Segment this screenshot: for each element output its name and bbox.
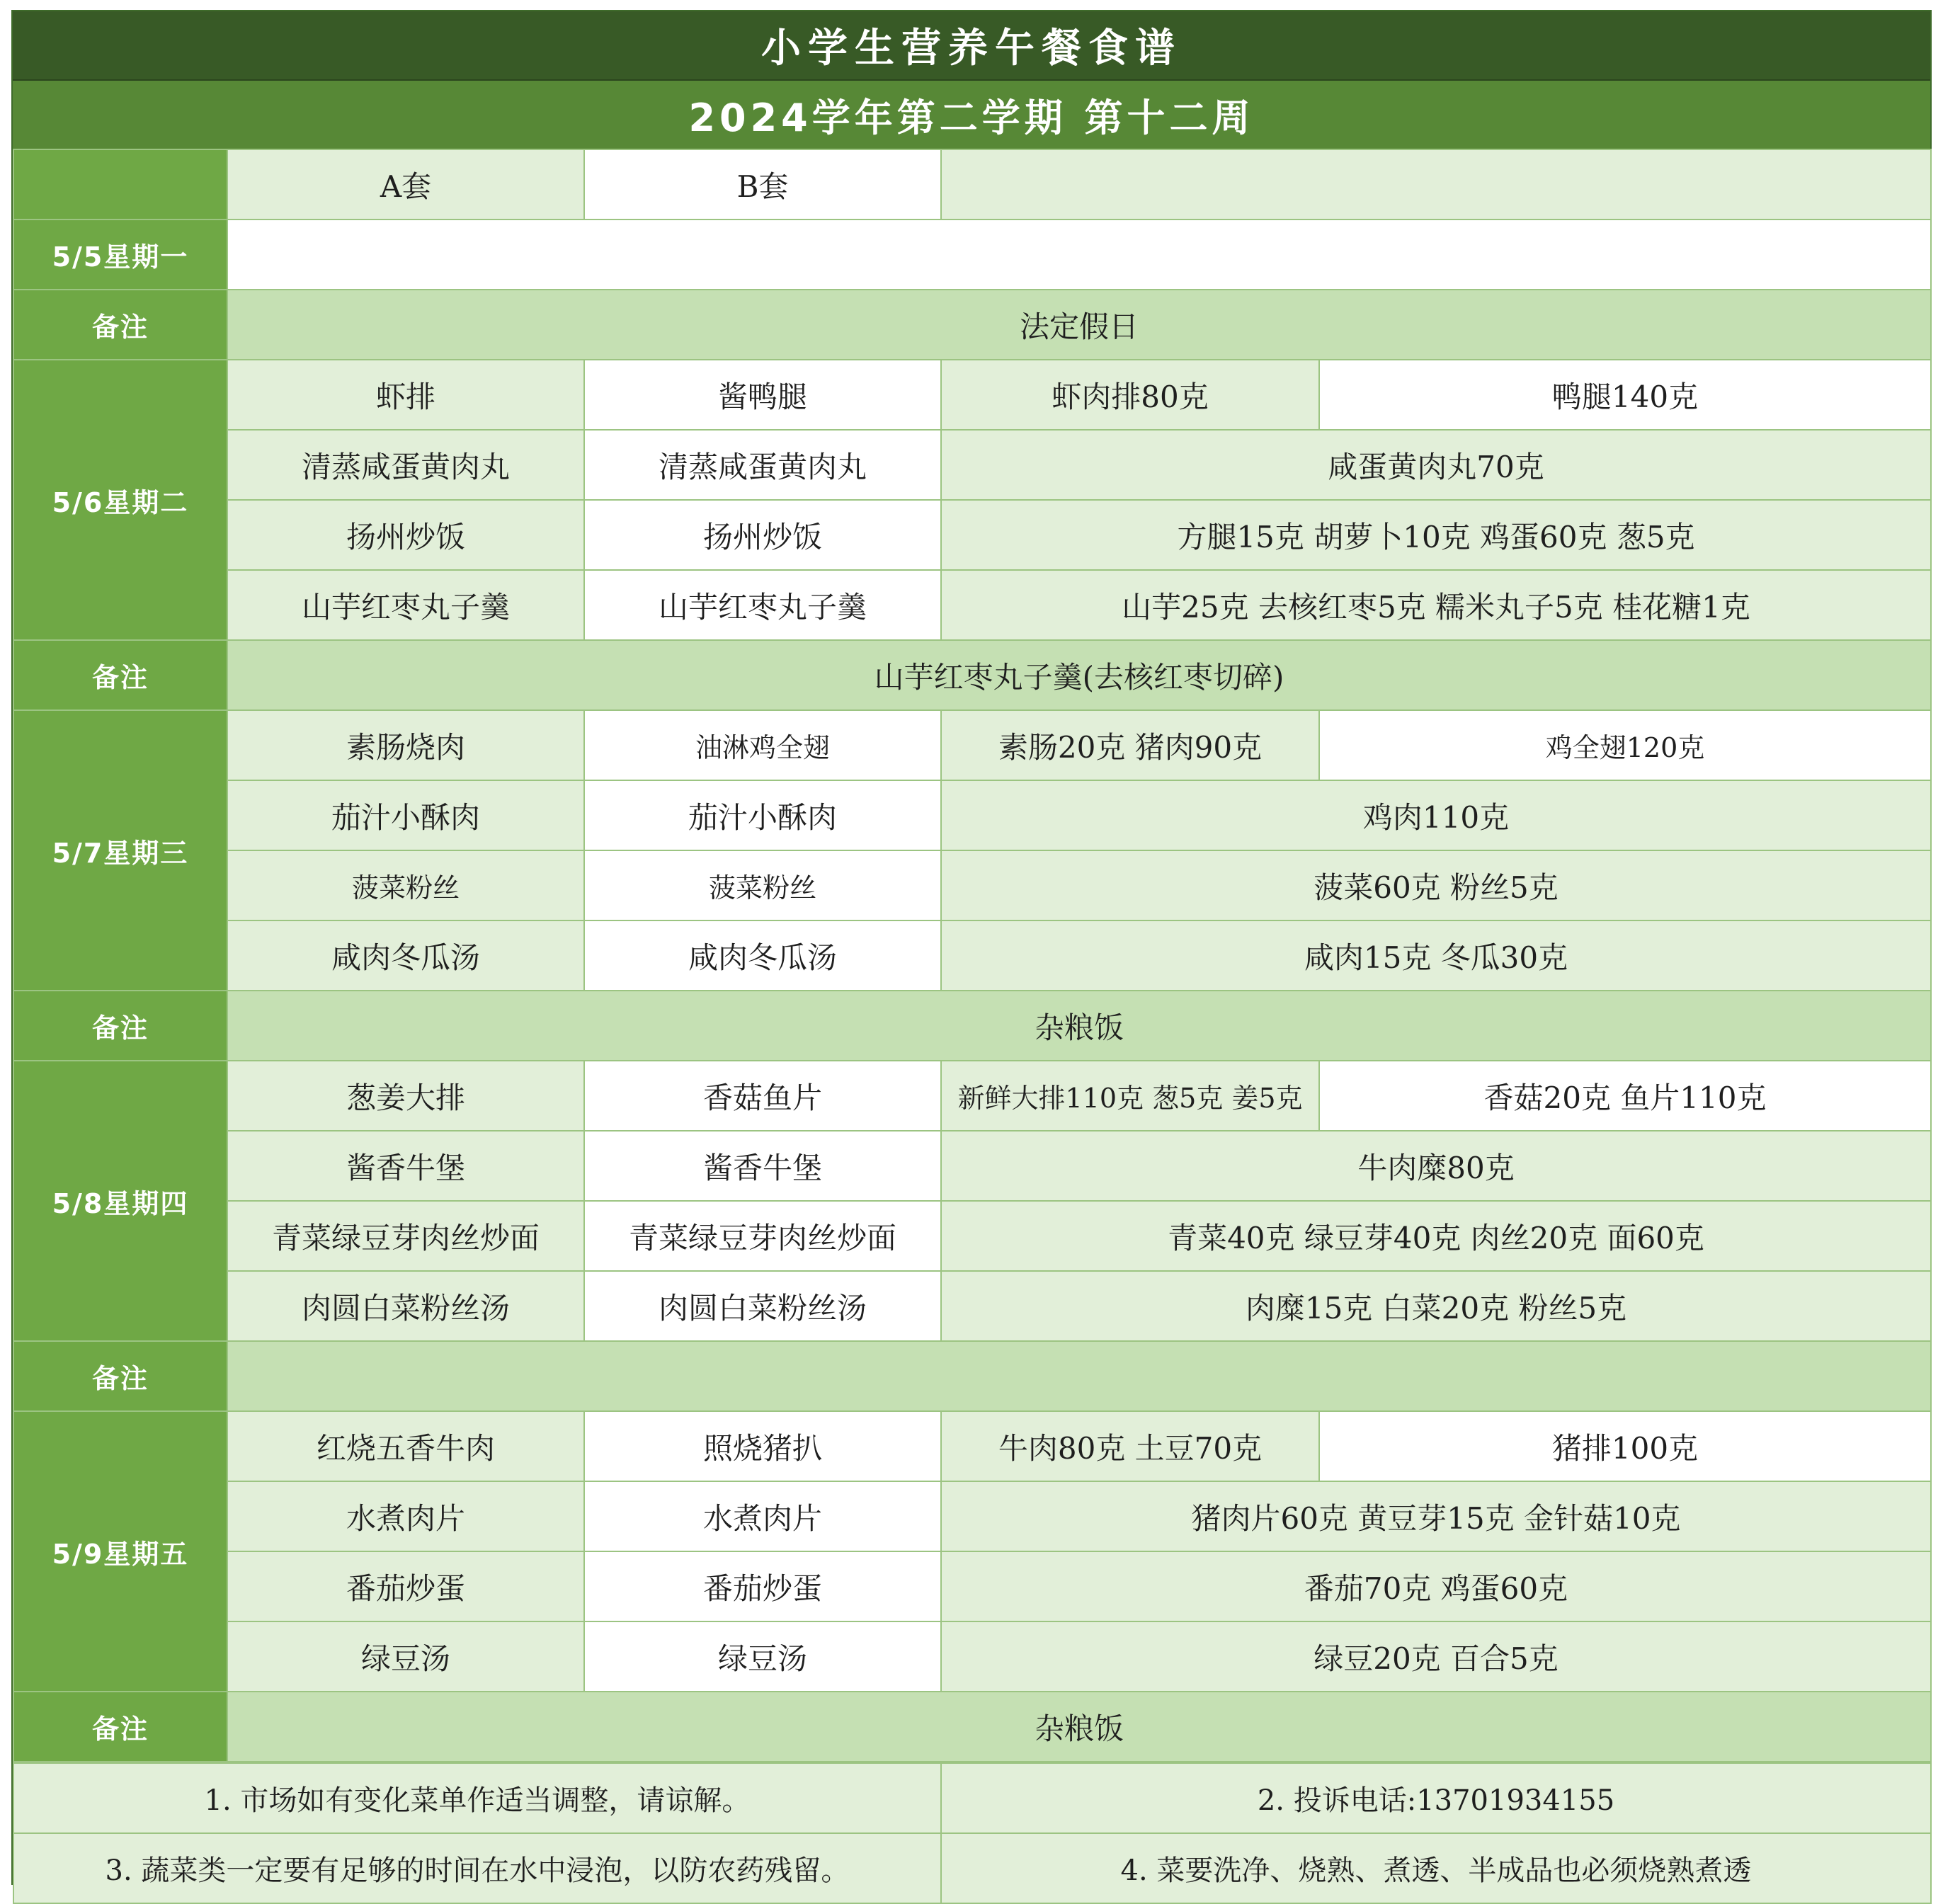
dish-a: 素肠烧肉: [227, 710, 584, 780]
ingredients: 方腿15克 胡萝卜10克 鸡蛋60克 葱5克: [941, 500, 1931, 570]
dish-a: 菠菜粉丝: [227, 850, 584, 920]
dish-b: 水煮肉片: [584, 1481, 941, 1551]
table-row: [13, 710, 1931, 780]
header-set-b: B套: [584, 149, 941, 220]
table-row: [13, 1131, 1931, 1201]
dish-b: 清蒸咸蛋黄肉丸: [584, 430, 941, 500]
dish-a: 肉圆白菜粉丝汤: [227, 1271, 584, 1341]
table-row: [13, 1551, 1931, 1621]
dish-b: 绿豆汤: [584, 1621, 941, 1692]
dish-b: 茄汁小酥肉: [584, 780, 941, 850]
ingredients: 绿豆20克 百合5克: [941, 1621, 1931, 1692]
day-label: 5/6星期二: [13, 360, 227, 640]
ingredients-b: 鸡全翅120克: [1319, 710, 1931, 780]
dish-a: 虾排: [227, 360, 584, 430]
note-text: 法定假日: [227, 290, 1931, 360]
ingredients: 青菜40克 绿豆芽40克 肉丝20克 面60克: [941, 1201, 1931, 1271]
ingredients: 咸蛋黄肉丸70克: [941, 430, 1931, 500]
dish-b: 番茄炒蛋: [584, 1551, 941, 1621]
table-row: [13, 1271, 1931, 1341]
dish-b: 山芋红枣丸子羹: [584, 570, 941, 640]
ingredients: 猪肉片60克 黄豆芽15克 金针菇10克: [941, 1481, 1931, 1551]
ingredients: 番茄70克 鸡蛋60克: [941, 1551, 1931, 1621]
table-row: [13, 780, 1931, 850]
ingredients-a: 虾肉排80克: [941, 360, 1319, 430]
ingredients: 菠菜60克 粉丝5克: [941, 850, 1931, 920]
day-label: 5/9星期五: [13, 1411, 227, 1692]
ingredients-b: 鸭腿140克: [1319, 360, 1931, 430]
dish-b: 油淋鸡全翅: [584, 710, 941, 780]
dish-b: 香菇鱼片: [584, 1061, 941, 1131]
table-row: [13, 570, 1931, 640]
dish-a: 青菜绿豆芽肉丝炒面: [227, 1201, 584, 1271]
footer-note-4: 4. 菜要洗净、烧熟、煮透、半成品也必须烧熟煮透: [941, 1833, 1931, 1903]
note-row: [13, 640, 1931, 710]
header-set-a: A套: [227, 149, 584, 220]
ingredients: 咸肉15克 冬瓜30克: [941, 920, 1931, 991]
dish-b: 酱香牛堡: [584, 1131, 941, 1201]
day-label: 5/5星期一: [13, 220, 227, 290]
ingredients-b: 猪排100克: [1319, 1411, 1931, 1481]
dish-b: 肉圆白菜粉丝汤: [584, 1271, 941, 1341]
dish-b: 菠菜粉丝: [584, 850, 941, 920]
dish-a: 水煮肉片: [227, 1481, 584, 1551]
dish-b: 扬州炒饭: [584, 500, 941, 570]
table-row: [13, 220, 1931, 290]
note-text: 杂粮饭: [227, 991, 1931, 1061]
footer-note-2: 2. 投诉电话:13701934155: [941, 1763, 1931, 1833]
footer-note-1: 1. 市场如有变化菜单作适当调整，请谅解。: [13, 1763, 941, 1833]
day-content-empty: [227, 220, 1931, 290]
table-row: [13, 1201, 1931, 1271]
dish-b: 青菜绿豆芽肉丝炒面: [584, 1201, 941, 1271]
dish-a: 扬州炒饭: [227, 500, 584, 570]
ingredients-a: 素肠20克 猪肉90克: [941, 710, 1319, 780]
dish-a: 番茄炒蛋: [227, 1551, 584, 1621]
footer-row: [13, 1763, 1931, 1833]
table-row: [13, 430, 1931, 500]
table-row: [13, 850, 1931, 920]
page-title: 小学生营养午餐食谱: [13, 11, 1930, 81]
table-row: [13, 500, 1931, 570]
dish-a: 葱姜大排: [227, 1061, 584, 1131]
dish-a: 咸肉冬瓜汤: [227, 920, 584, 991]
ingredients: 肉糜15克 白菜20克 粉丝5克: [941, 1271, 1931, 1341]
dish-a: 山芋红枣丸子羹: [227, 570, 584, 640]
header-row: [13, 149, 1931, 220]
footer-notes: [13, 1762, 1932, 1904]
ingredients-a: 牛肉80克 土豆70克: [941, 1411, 1319, 1481]
ingredients: 牛肉糜80克: [941, 1131, 1931, 1201]
page-subtitle: 2024学年第二学期 第十二周: [13, 81, 1930, 149]
table-row: [13, 1481, 1931, 1551]
header-ingredients: [941, 149, 1931, 220]
ingredients: 山芋25克 去核红枣5克 糯米丸子5克 桂花糖1克: [941, 570, 1931, 640]
table-row: [13, 1621, 1931, 1692]
note-row: [13, 1341, 1931, 1411]
note-text: 杂粮饭: [227, 1692, 1931, 1762]
ingredients: 鸡肉110克: [941, 780, 1931, 850]
dish-b: 酱鸭腿: [584, 360, 941, 430]
dish-a: 茄汁小酥肉: [227, 780, 584, 850]
dish-a: 绿豆汤: [227, 1621, 584, 1692]
day-label: 5/8星期四: [13, 1061, 227, 1341]
header-corner: [13, 149, 227, 220]
ingredients-b: 香菇20克 鱼片110克: [1319, 1061, 1931, 1131]
table-row: [13, 1061, 1931, 1131]
ingredients-a: 新鲜大排110克 葱5克 姜5克: [941, 1061, 1319, 1131]
dish-a: 清蒸咸蛋黄肉丸: [227, 430, 584, 500]
dish-b: 照烧猪扒: [584, 1411, 941, 1481]
note-row: [13, 1692, 1931, 1762]
menu-sheet: [11, 10, 1932, 1885]
note-label: 备注: [13, 290, 227, 360]
dish-a: 红烧五香牛肉: [227, 1411, 584, 1481]
note-label: 备注: [13, 991, 227, 1061]
note-row: [13, 991, 1931, 1061]
note-text: 山芋红枣丸子羹(去核红枣切碎): [227, 640, 1931, 710]
footer-note-3: 3. 蔬菜类一定要有足够的时间在水中浸泡，以防农药残留。: [13, 1833, 941, 1903]
table-row: [13, 360, 1931, 430]
note-label: 备注: [13, 640, 227, 710]
note-text: [227, 1341, 1931, 1411]
note-row: [13, 290, 1931, 360]
dish-b: 咸肉冬瓜汤: [584, 920, 941, 991]
menu-table: [13, 149, 1932, 1762]
dish-a: 酱香牛堡: [227, 1131, 584, 1201]
note-label: 备注: [13, 1692, 227, 1762]
note-label: 备注: [13, 1341, 227, 1411]
footer-row: [13, 1833, 1931, 1903]
table-row: [13, 1411, 1931, 1481]
table-row: [13, 920, 1931, 991]
day-label: 5/7星期三: [13, 710, 227, 991]
